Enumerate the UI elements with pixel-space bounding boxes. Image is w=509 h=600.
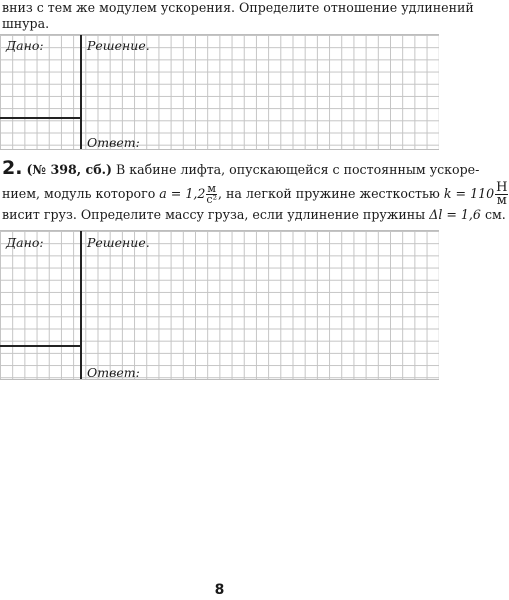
problem-2-text-3b: см. — [484, 207, 506, 222]
problem-2-line-1 — [2, 157, 480, 179]
accel-value: a = 1,2 — [159, 186, 206, 201]
grid-2-given-label: Дано: — [6, 235, 44, 250]
grid-1-vertical-divider — [80, 35, 82, 149]
answer-grid-1 — [0, 34, 439, 150]
problem-2-text-2b: , на легкой пружине жесткостью — [217, 186, 440, 201]
problem-2-text-1: В кабине лифта, опускающейся с постоянным ускоре- — [115, 162, 480, 177]
accel-unit-fraction: $\frac{м}{\text{с²}}$ — [206, 182, 217, 206]
problem-2-number: 2. — [2, 157, 23, 179]
problem-2-text-2a: нием, модуль которого — [2, 186, 156, 201]
problem-2-line-3 — [2, 207, 506, 223]
intro-line-1: вниз с тем же модулем ускорения. Определите отношение удлинений — [2, 0, 474, 15]
problem-2-line-2 — [2, 182, 509, 207]
grid-1-given-label: Дано: — [6, 38, 44, 53]
stiffness-unit-fraction: $\frac{Н}{м}$ — [496, 180, 508, 208]
grid-1-given-divider — [0, 117, 81, 119]
problem-2-text-3a: висит груз. Определите массу груза, если удлинение пружины — [2, 207, 426, 222]
grid-1-solution-label: Решение. — [87, 38, 150, 53]
grid-2-given-divider — [0, 345, 81, 347]
intro-line-2: шнура. — [2, 16, 50, 31]
answer-grid-2 — [0, 230, 439, 380]
grid-1-answer-label: Ответ: — [87, 135, 140, 150]
grid-2-vertical-divider — [80, 231, 82, 379]
stiffness-value: k = 110 — [443, 186, 495, 201]
problem-2-source: (№ 398, сб.) — [26, 162, 112, 177]
grid-2-solution-label: Решение. — [87, 235, 150, 250]
extension-value: Δl = 1,6 — [429, 207, 481, 222]
grid-2-answer-label: Ответ: — [87, 365, 140, 380]
page-number: 8 — [214, 582, 225, 598]
